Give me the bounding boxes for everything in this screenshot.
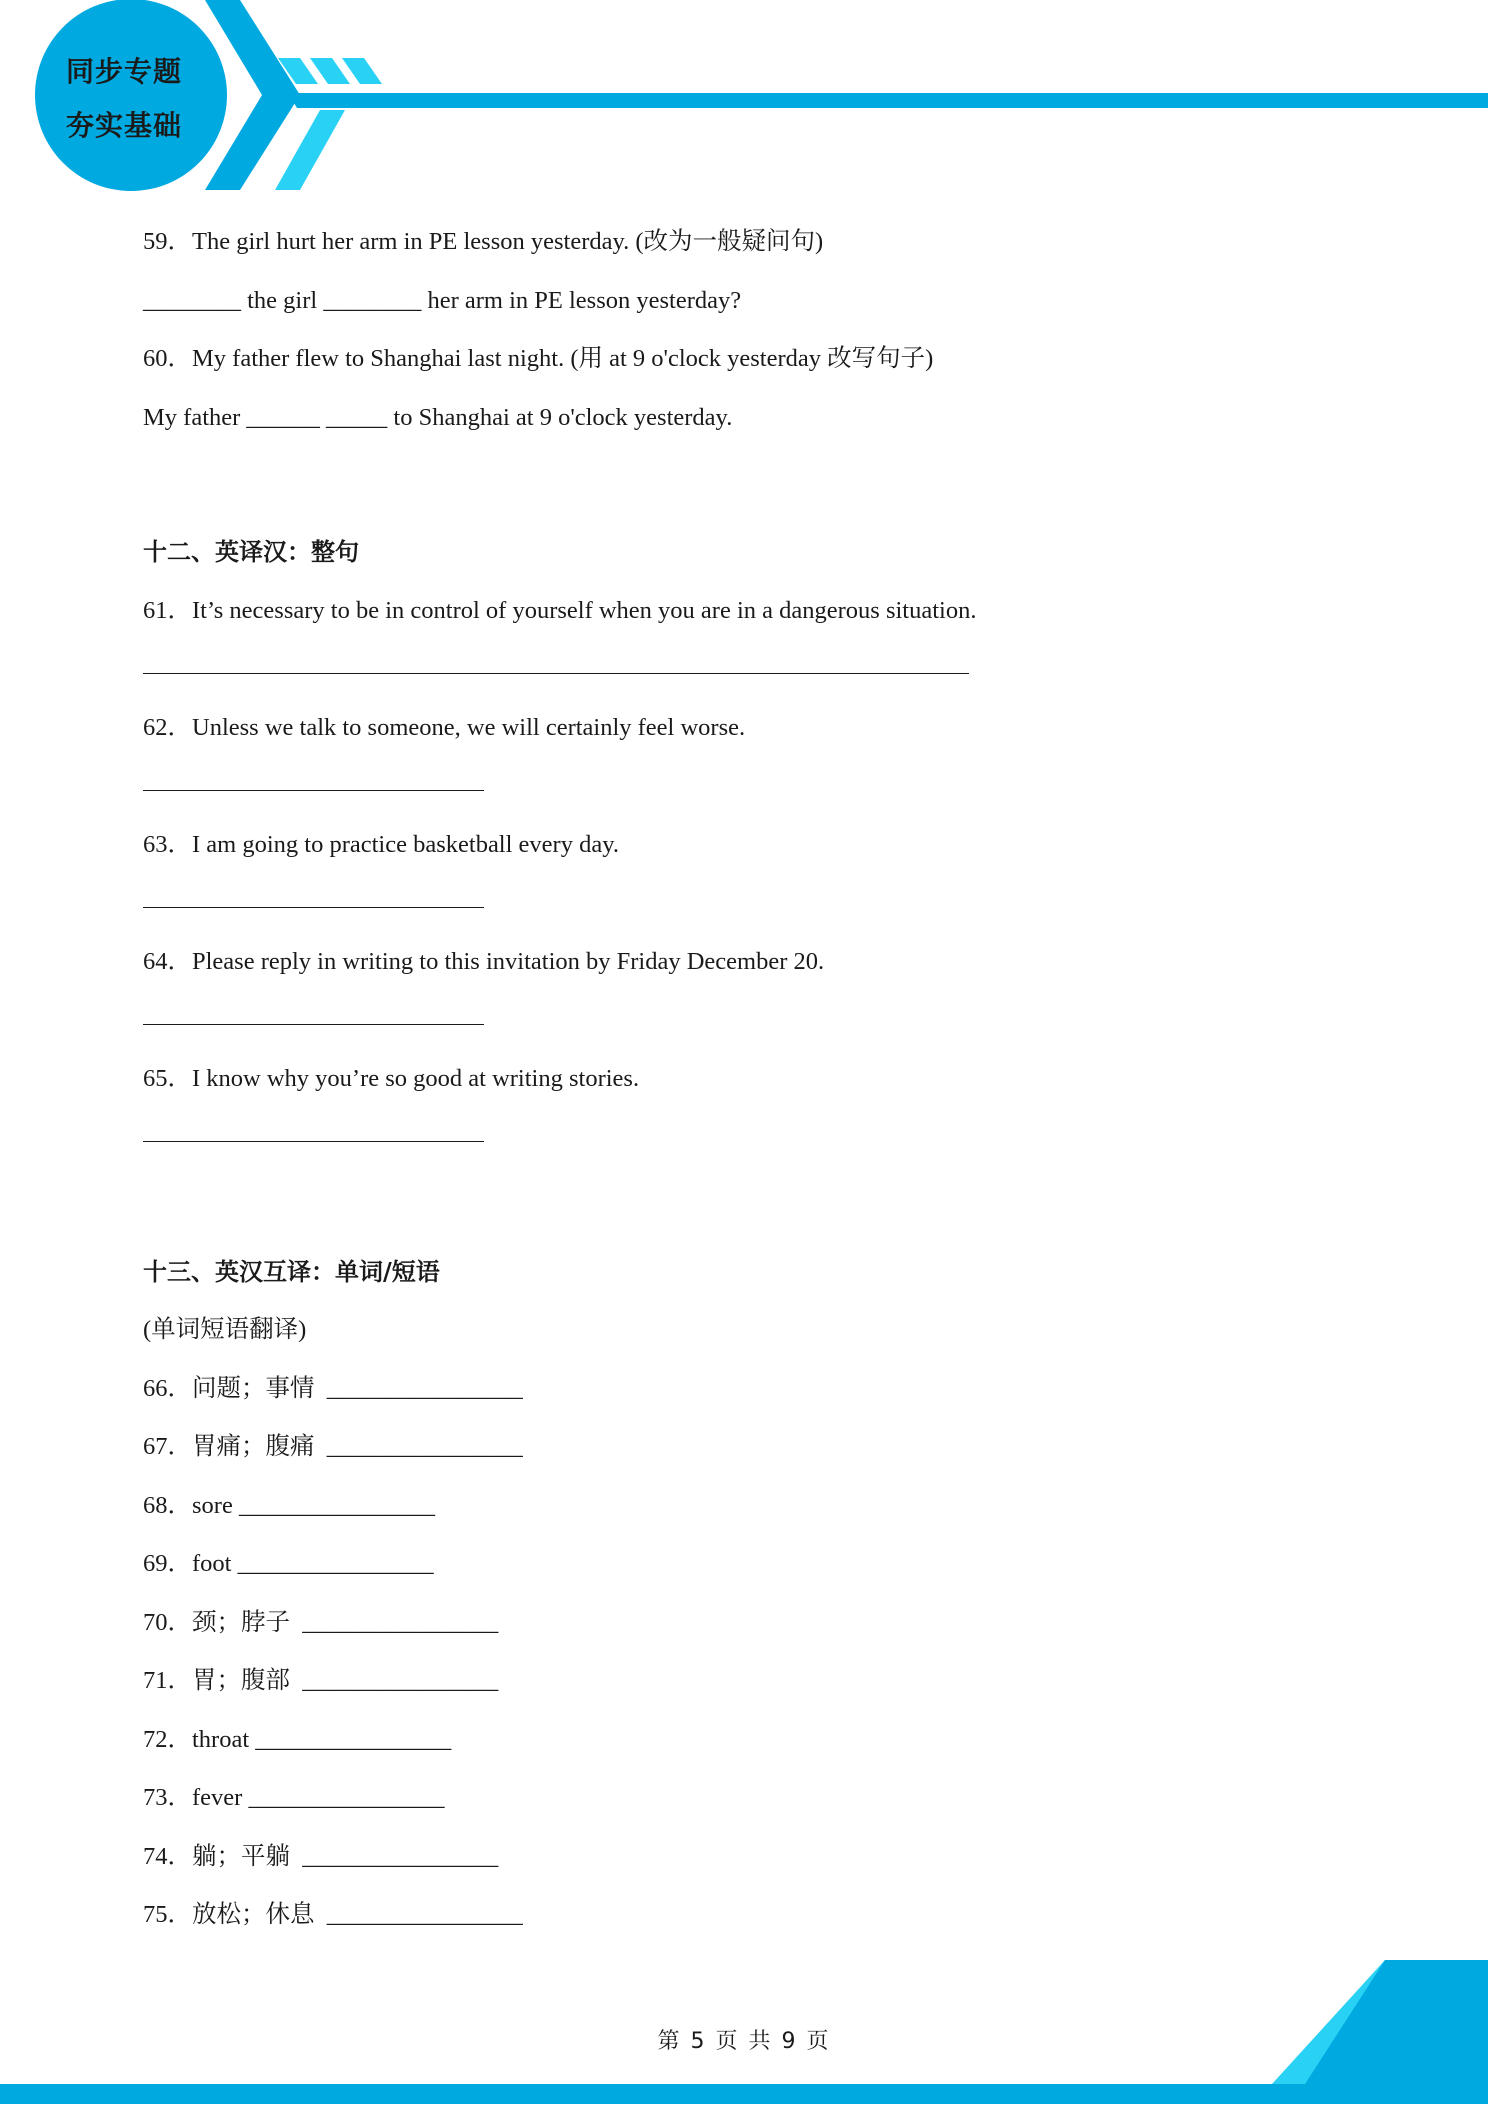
header-badge-line1: 同步专题 <box>65 55 182 88</box>
answer-underline <box>143 1141 484 1142</box>
header-stripe-2 <box>310 58 350 84</box>
question-line: 59．The girl hurt her arm in PE lesson yesterday. (改为一般疑问句) <box>143 228 824 255</box>
document-body <box>143 222 1343 1954</box>
question-line: 74．躺；平躺 ________________ <box>143 1842 499 1870</box>
answer-blank-line <box>143 766 1343 825</box>
header-chevron-light <box>275 110 345 190</box>
question-line: 61．It’s necessary to be in control of yourself when you are in a dangerous situation. <box>143 596 977 624</box>
question-line: (单词短语翻译) <box>143 1316 307 1343</box>
answer-underline <box>143 673 969 674</box>
header-badge-line2: 夯实基础 <box>65 109 182 142</box>
answer-blank-line <box>143 1117 1343 1176</box>
header-badge <box>35 0 227 191</box>
question-line: 62．Unless we talk to someone, we will certainly feel worse. <box>143 713 746 741</box>
page-number: 第 5 页 共 9 页 <box>657 2029 831 2054</box>
question-line: 75．放松；休息 ________________ <box>143 1901 523 1928</box>
answer-blank-line <box>143 1000 1343 1059</box>
header-bar <box>288 93 1488 108</box>
question-line: 63．I am going to practice basketball every day. <box>143 830 619 858</box>
footer-corner-dark <box>1305 1960 1488 2084</box>
question-line: My father ______ _____ to Shanghai at 9 o'clock yesterday. <box>143 403 733 431</box>
question-line: 68．sore ________________ <box>143 1491 435 1519</box>
question-line: 64．Please reply in writing to this invitation by Friday December 20. <box>143 947 825 975</box>
footer-corner-light <box>1272 1960 1418 2084</box>
footer-bar <box>0 2084 1488 2104</box>
header-stripe-3 <box>342 58 382 84</box>
answer-underline <box>143 907 484 908</box>
question-line: 69．foot ________________ <box>143 1550 434 1577</box>
question-line: ________ the girl ________ her arm in PE lesson yesterday? <box>143 286 742 314</box>
question-line: 65．I know why you’re so good at writing stories. <box>143 1064 640 1092</box>
question-line: 72．throat ________________ <box>143 1725 452 1753</box>
answer-blank-line <box>143 649 1343 708</box>
question-line: 60．My father flew to Shanghai last night. (用 at 9 o'clock yesterday 改写句子) <box>143 345 934 372</box>
section-heading: 十三、英汉互译：单词/短语 <box>143 1256 440 1286</box>
question-line: 71．胃；腹部 ________________ <box>143 1667 499 1694</box>
answer-underline <box>143 1024 484 1025</box>
question-line: 73．fever ________________ <box>143 1784 445 1811</box>
question-line: 70．颈；脖子 ________________ <box>143 1608 499 1636</box>
question-line: 67．胃痛；腹痛 ________________ <box>143 1433 523 1460</box>
question-line: 66．问题；事情 ________________ <box>143 1374 523 1402</box>
answer-underline <box>143 790 484 791</box>
answer-blank-line <box>143 883 1343 942</box>
section-heading: 十二、英译汉：整句 <box>143 537 359 566</box>
header-decoration <box>0 0 1488 200</box>
